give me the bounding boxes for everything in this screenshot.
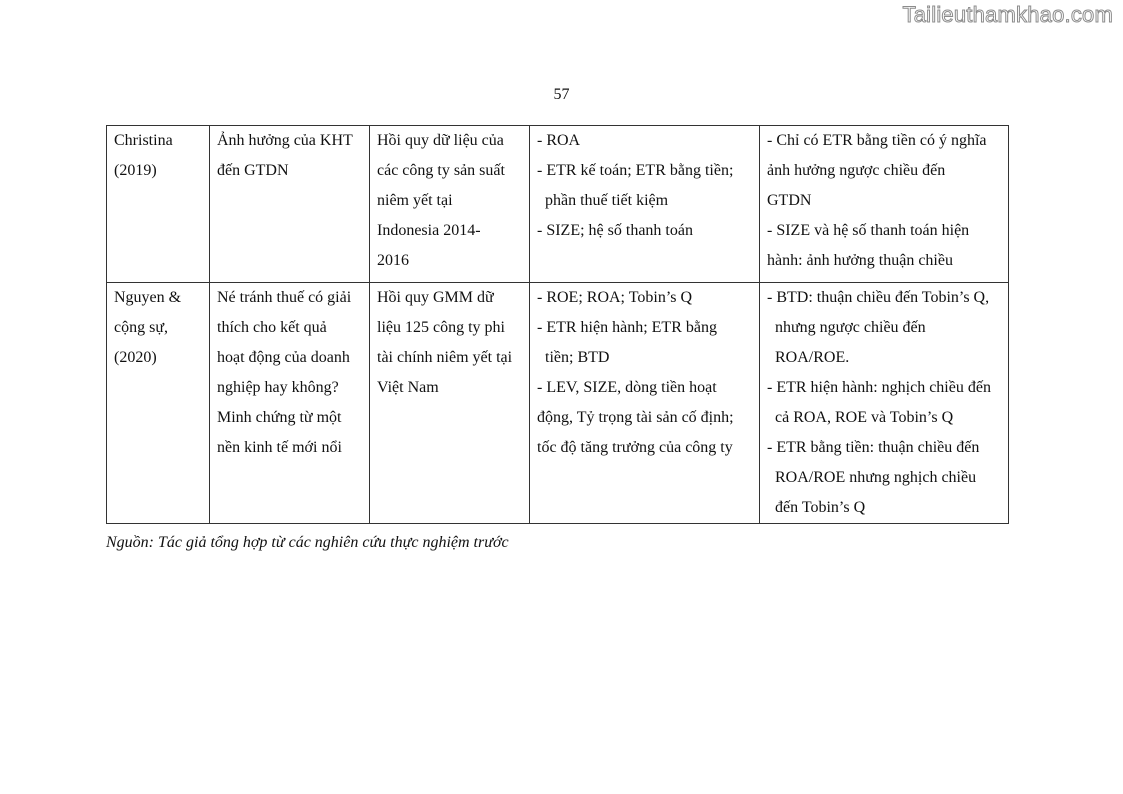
cell-line: - ETR kế toán; ETR bằng tiền; [537, 162, 734, 179]
cell-line: - BTD: thuận chiều đến Tobin’s Q, [767, 289, 990, 306]
cell-line: - ROA [537, 132, 581, 149]
cell-line: niêm yết tại [377, 192, 453, 209]
variables-cell [530, 283, 760, 524]
method-cell [370, 283, 530, 524]
cell-line: đến Tobin’s Q [775, 499, 866, 516]
cell-line: - LEV, SIZE, dòng tiền hoạt [537, 379, 717, 396]
literature-review-table [106, 125, 1009, 524]
cell-line: tốc độ tăng trưởng của công ty [537, 439, 733, 456]
method-cell [370, 126, 530, 283]
cell-line: phần thuế tiết kiệm [545, 192, 669, 209]
cell-line: hoạt động của doanh [217, 349, 350, 366]
author-cell [107, 283, 210, 524]
cell-line: - ROE; ROA; Tobin’s Q [537, 289, 693, 306]
cell-line: - SIZE; hệ số thanh toán [537, 222, 693, 239]
cell-line: Việt Nam [377, 379, 439, 396]
cell-line: tài chính niêm yết tại [377, 349, 513, 366]
cell-line: 2016 [377, 252, 409, 269]
topic-cell [210, 126, 370, 283]
cell-line: cả ROA, ROE và Tobin’s Q [775, 409, 954, 426]
topic-cell [210, 283, 370, 524]
author-cell [107, 126, 210, 283]
cell-line: đến GTDN [217, 162, 289, 179]
watermark-text: Tailieuthamkhao.com [902, 2, 1113, 27]
cell-line: nhưng ngược chiều đến [775, 319, 926, 336]
variables-cell [530, 126, 760, 283]
cell-line: cộng sự, [114, 319, 168, 336]
source-note: Nguồn: Tác giả tổng hợp từ các nghiên cứu thực nghiệm trước [106, 534, 509, 551]
cell-line: (2020) [114, 349, 157, 366]
cell-line: Nguyen & [114, 289, 182, 306]
cell-line: Hồi quy dữ liệu của [377, 132, 504, 149]
cell-line: GTDN [767, 192, 812, 209]
table-row [107, 126, 1009, 283]
cell-line: - ETR hiện hành: nghịch chiều đến [767, 379, 991, 396]
cell-line: Christina [114, 132, 173, 149]
cell-line: Né tránh thuế có giải [217, 289, 352, 306]
cell-line: ROA/ROE. [775, 349, 850, 366]
cell-line: tiền; BTD [545, 349, 610, 366]
cell-line: liệu 125 công ty phi [377, 319, 505, 336]
cell-line: Ảnh hưởng của KHT [217, 132, 353, 149]
cell-line: hành: ảnh hưởng thuận chiều [767, 252, 953, 269]
cell-line: - ETR bằng tiền: thuận chiều đến [767, 439, 980, 456]
results-cell [760, 283, 1009, 524]
table-row [107, 283, 1009, 524]
cell-line: ảnh hưởng ngược chiều đến [767, 162, 946, 179]
cell-line: thích cho kết quả [217, 319, 327, 336]
cell-line: - Chỉ có ETR bằng tiền có ý nghĩa [767, 132, 987, 149]
cell-line: Minh chứng từ một [217, 409, 342, 426]
cell-line: động, Tỷ trọng tài sản cố định; [537, 409, 734, 426]
cell-line: nền kinh tế mới nổi [217, 439, 342, 456]
cell-line: (2019) [114, 162, 157, 179]
cell-line: - ETR hiện hành; ETR bằng [537, 319, 717, 336]
results-cell [760, 126, 1009, 283]
cell-line: các công ty sản suất [377, 162, 505, 179]
cell-line: ROA/ROE nhưng nghịch chiều [775, 469, 977, 486]
cell-line: - SIZE và hệ số thanh toán hiện [767, 222, 970, 239]
cell-line: nghiệp hay không? [217, 379, 339, 396]
cell-line: Hồi quy GMM dữ [377, 289, 494, 306]
page-number: 57 [553, 86, 570, 103]
cell-line: Indonesia 2014- [377, 222, 481, 239]
